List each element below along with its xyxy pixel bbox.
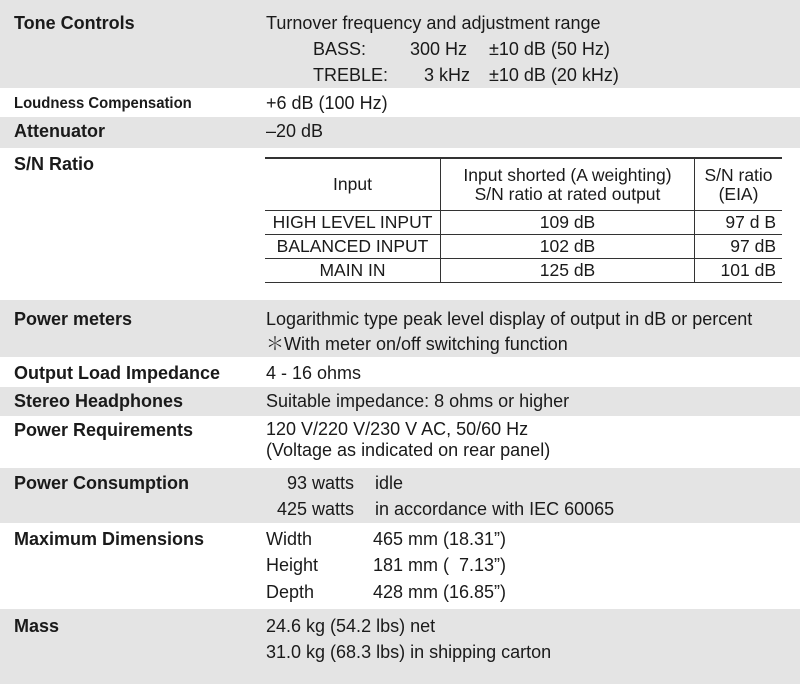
consumption-desc: idle [375,473,404,493]
sn-header-eia-line2: (EIA) [718,183,759,204]
impedance-value: 4 - 16 ohms [266,363,362,383]
mass-row [0,609,800,684]
treble-name: TREBLE: [313,65,389,85]
sn-ratio-label: S/N Ratio [14,154,95,174]
sn-shorted-value: 102 dB [441,235,695,259]
table-row [265,259,782,283]
impedance-row [0,359,800,387]
tone-controls-row [0,0,800,88]
attenuator-row [0,117,800,148]
sn-header-input: Input [265,158,441,211]
loudness-value: +6 dB (100 Hz) [266,93,388,113]
dimension-value: 428 mm (16.85”) [373,582,507,602]
table-row [265,211,782,235]
attenuator-label: Attenuator [14,121,105,141]
treble-range: ±10 dB (20 kHz) [489,65,619,85]
sn-header-shorted-line2: S/N ratio at rated output [474,183,661,204]
sn-eia-value: 101 dB [695,259,783,283]
sn-ratio-table [265,157,782,283]
mass-line2: 31.0 kg (68.3 lbs) in shipping carton [266,642,552,662]
mass-line1: 24.6 kg (54.2 lbs) net [266,616,436,636]
dimension-name: Depth [266,582,315,602]
mass-label: Mass [14,616,60,636]
requirements-line1: 120 V/220 V/230 V AC, 50/60 Hz [266,419,529,439]
consumption-label: Power Consumption [14,473,189,493]
sn-input-name: HIGH LEVEL INPUT [265,211,441,235]
power-meters-line1: Logarithmic type peak level display of output in dB or percent [266,309,753,329]
consumption-row [0,468,800,523]
dimension-value: 465 mm (18.31”) [373,529,507,549]
bass-range: ±10 dB (50 Hz) [489,39,610,59]
impedance-label: Output Load Impedance [14,363,221,383]
sn-shorted-value: 109 dB [441,211,695,235]
loudness-label: Loudness Compensation [14,95,192,112]
sn-eia-value: 97 d B [695,211,783,235]
power-meters-label: Power meters [14,309,133,329]
sn-header-shorted [441,158,695,211]
tone-heading: Turnover frequency and adjustment range [266,13,601,33]
table-row [265,235,782,259]
requirements-row [0,416,800,468]
dimensions-row [0,523,800,609]
sn-eia-value: 97 dB [695,235,783,259]
sn-input-name: BALANCED INPUT [265,235,441,259]
consumption-watts: 93 watts [286,473,354,493]
requirements-label: Power Requirements [14,420,194,440]
dimension-name: Width [266,529,313,549]
dimensions-label: Maximum Dimensions [14,529,205,549]
consumption-desc: in accordance with IEC 60065 [375,499,615,519]
requirements-line2: (Voltage as indicated on rear panel) [266,440,551,460]
dimension-name: Height [266,555,319,575]
treble-frequency: 3 kHz [424,65,471,85]
bass-name: BASS: [313,39,367,59]
sn-header-eia [695,158,783,211]
tone-controls-label: Tone Controls [14,13,135,33]
headphones-row [0,387,800,416]
sn-shorted-value: 125 dB [441,259,695,283]
dimension-value: 181 mm ( 7.13”) [373,555,507,575]
power-meters-line2: ＊With meter on/off switching function [266,334,568,354]
consumption-watts: 425 watts [276,499,354,519]
loudness-row [0,90,800,117]
power-meters-row [0,300,800,357]
headphones-label: Stereo Headphones [14,391,184,411]
sn-header-shorted-line1: Input shorted (A weighting) [463,164,672,185]
bass-frequency: 300 Hz [410,39,468,59]
attenuator-value: –20 dB [266,121,324,141]
sn-input-name: MAIN IN [265,259,441,283]
sn-header-eia-line1: S/N ratio [704,164,773,185]
headphones-value: Suitable impedance: 8 ohms or higher [266,391,570,411]
